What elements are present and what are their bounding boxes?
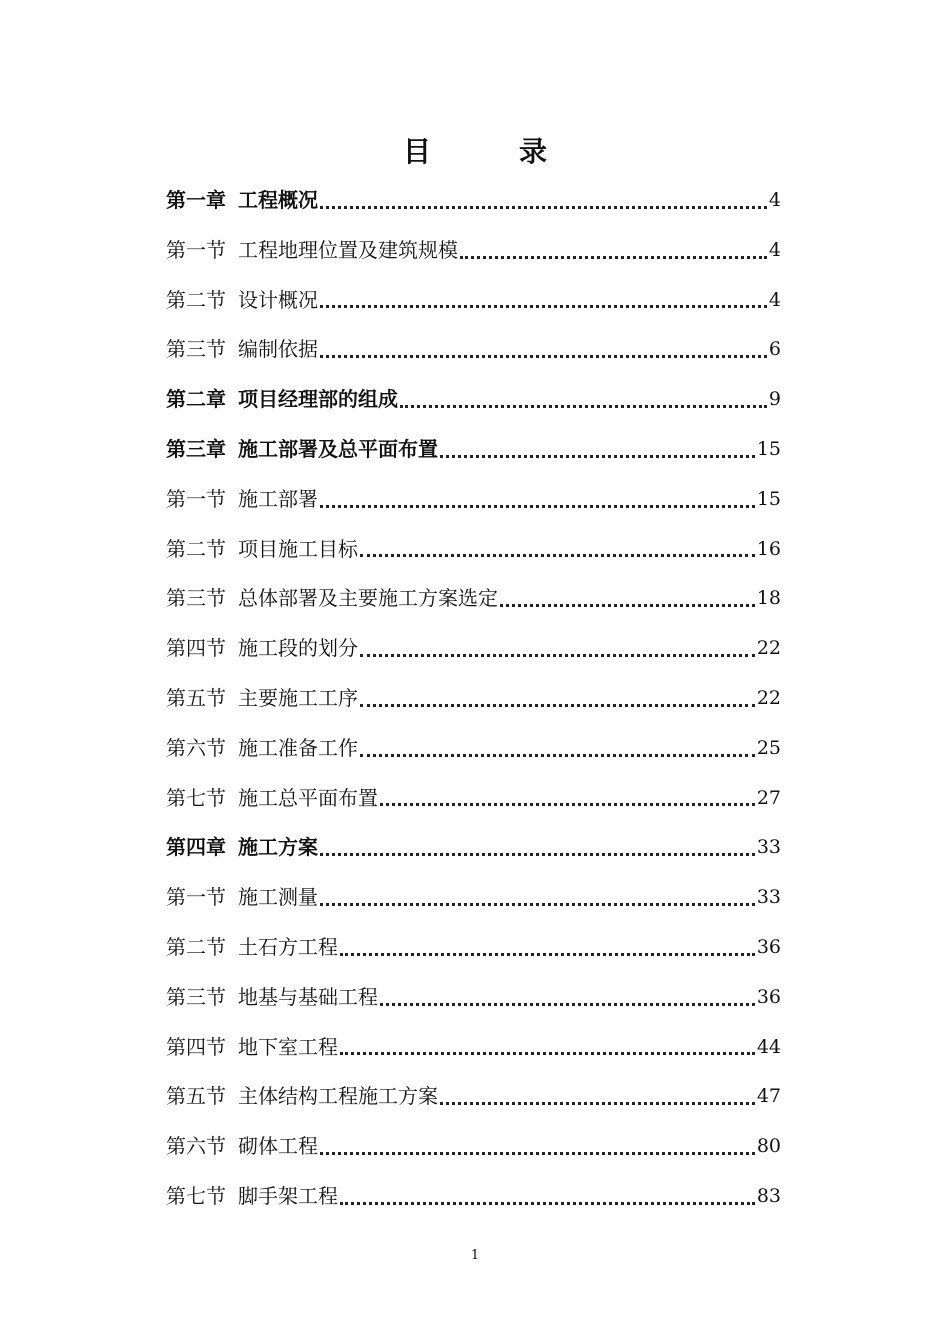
entry-number: 第六节 [166,1134,226,1159]
entry-title: 地基与基础工程 [238,984,378,1009]
entry-page-number: 80 [756,1135,781,1158]
entry-page-number: 33 [756,836,781,859]
dot-leader [320,176,767,226]
entry-page-number: 16 [756,537,781,560]
dot-leader [320,873,755,923]
entry-page-number: 15 [756,487,781,510]
toc-section-entry[interactable] [166,1122,781,1172]
entry-title: 项目施工目标 [238,536,358,561]
dot-leader [320,325,767,375]
entry-page-number: 36 [756,935,781,958]
entry-title: 砌体工程 [238,1134,318,1159]
toc-chapter-entry[interactable] [166,823,781,873]
entry-number: 第一节 [166,885,226,910]
dot-leader [320,276,767,326]
entry-number: 第二节 [166,934,226,959]
entry-title: 设计概况 [238,287,318,312]
entry-number: 第七节 [166,1183,226,1208]
dot-leader [320,823,755,873]
entry-title: 施工总平面布置 [238,785,378,810]
entry-number: 第四章 [166,835,226,860]
toc-section-entry[interactable] [166,226,781,276]
entry-title: 主要施工工序 [238,685,358,710]
entry-page-number: 6 [768,338,781,361]
entry-number: 第五节 [166,1084,226,1109]
toc-section-entry[interactable] [166,1072,781,1122]
entry-number: 第七节 [166,785,226,810]
entry-page-number: 4 [768,288,781,311]
entry-number: 第六节 [166,735,226,760]
dot-leader [360,674,755,724]
entry-title: 地下室工程 [238,1034,338,1059]
entry-title: 施工测量 [238,885,318,910]
dot-leader [320,1122,755,1172]
dot-leader [500,574,755,624]
entry-title: 脚手架工程 [238,1183,338,1208]
entry-number: 第三节 [166,337,226,362]
entry-title: 工程概况 [238,188,318,212]
entry-title: 施工部署及总平面布置 [238,436,438,461]
entry-number: 第三节 [166,984,226,1009]
dot-leader [320,475,755,525]
entry-page-number: 4 [768,238,781,261]
entry-title: 土石方工程 [238,934,338,959]
entry-number: 第三节 [166,586,226,611]
entry-page-number: 47 [756,1085,781,1108]
entry-number: 第二节 [166,536,226,561]
toc-chapter-entry[interactable] [166,375,781,425]
entry-number: 第一章 [166,188,226,212]
toc-section-entry[interactable] [166,624,781,674]
toc-section-entry[interactable] [166,1023,781,1073]
dot-leader [460,226,767,276]
entry-title: 施工方案 [238,835,318,860]
entry-page-number: 36 [756,985,781,1008]
dot-leader [440,1072,755,1122]
page-number: 1 [470,1248,480,1263]
dot-leader [380,973,755,1023]
entry-page-number: 25 [756,736,781,759]
entry-number: 第二节 [166,287,226,312]
entry-page-number: 15 [756,437,781,460]
entry-number: 第五节 [166,685,226,710]
entry-number: 第四节 [166,1034,226,1059]
entry-title: 主体结构工程施工方案 [238,1084,438,1109]
toc-section-entry[interactable] [166,1172,781,1222]
entry-page-number: 27 [756,786,781,809]
entry-title: 施工准备工作 [238,735,358,760]
entry-page-number: 4 [768,189,781,211]
toc-section-entry[interactable] [166,674,781,724]
entry-title: 总体部署及主要施工方案选定 [238,586,498,611]
dot-leader [380,774,755,824]
dot-leader [340,1023,755,1073]
entry-page-number: 22 [756,686,781,709]
dot-leader [360,724,755,774]
entry-number: 第四节 [166,636,226,661]
dot-leader [340,923,755,973]
toc-chapter-entry[interactable] [166,176,781,226]
dot-leader [360,525,755,575]
toc-section-entry[interactable] [166,475,781,525]
toc-section-entry[interactable] [166,276,781,326]
entry-number: 第一节 [166,486,226,511]
entry-title: 编制依据 [238,337,318,362]
dot-leader [360,624,755,674]
table-of-contents [166,176,781,1222]
entry-page-number: 9 [768,388,781,411]
toc-section-entry[interactable] [166,574,781,624]
toc-title: 目 录 [402,135,577,168]
toc-section-entry[interactable] [166,724,781,774]
dot-leader [340,1172,755,1222]
toc-section-entry[interactable] [166,774,781,824]
entry-page-number: 22 [756,637,781,660]
toc-section-entry[interactable] [166,325,781,375]
toc-section-entry[interactable] [166,873,781,923]
entry-title: 项目经理部的组成 [238,387,398,412]
entry-number: 第一节 [166,237,226,262]
entry-number: 第三章 [166,436,226,461]
entry-title: 施工部署 [238,486,318,511]
entry-title: 施工段的划分 [238,636,358,661]
entry-title: 工程地理位置及建筑规模 [238,237,458,262]
entry-page-number: 83 [756,1184,781,1207]
toc-section-entry[interactable] [166,973,781,1023]
entry-page-number: 18 [756,587,781,610]
toc-section-entry[interactable] [166,525,781,575]
entry-page-number: 44 [756,1035,781,1058]
dot-leader [400,375,767,425]
entry-number: 第二章 [166,387,226,412]
toc-chapter-entry[interactable] [166,425,781,475]
toc-section-entry[interactable] [166,923,781,973]
entry-page-number: 33 [756,886,781,909]
dot-leader [440,425,755,475]
